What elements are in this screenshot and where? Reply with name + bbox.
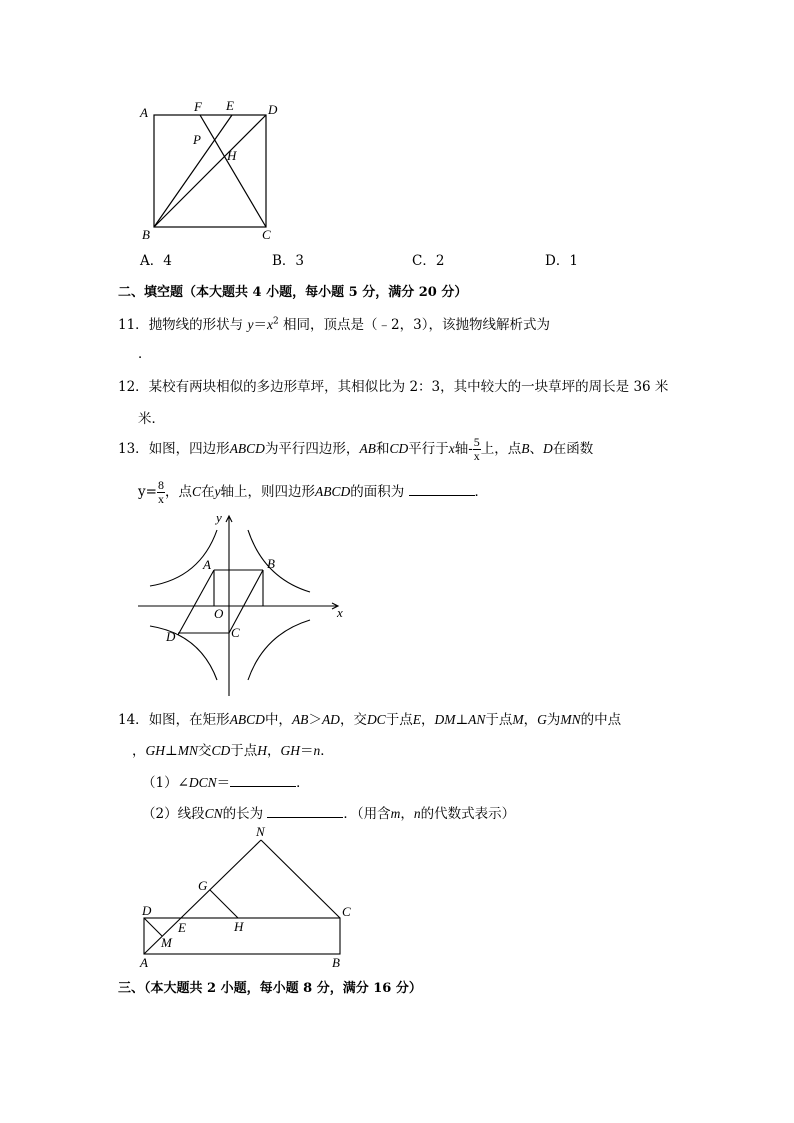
q11-number: 11． [118,317,149,333]
q11-eq: ＝ [253,317,267,333]
q14-p2-t2: ．（用含 [343,806,391,822]
question-14-part-1 [142,771,310,791]
q14-p2-answer-blank[interactable] [267,805,343,818]
q11-x: x [266,317,273,332]
q14-perp: ⊥ [455,712,469,728]
q14-gh: GH [145,743,165,758]
q14-p2-label: （2）线段 [142,806,205,822]
q11-end: ． [138,346,152,362]
hyperbola-figure [130,508,360,700]
q13-t4: 平行于 [408,441,449,457]
option-d: D．1 [545,253,578,269]
q11-exp: 2 [272,316,279,327]
q13-cd: CD [389,441,409,456]
fig2-label-y: y [216,510,222,525]
q13-f2-num: 8 [157,478,164,492]
q14-t2: 中， [264,712,292,728]
q14-p2-n: n [413,806,421,821]
q14-p2-comma: ， [400,806,414,822]
q13-y: y [138,484,146,500]
q13-sep: 、 [529,441,544,457]
q14-p1-end: ． [296,775,310,791]
q14-l2-n: n [313,743,321,758]
q14-e: E [412,712,421,727]
q14-l2-t1: ， [132,743,146,759]
q13-t6: 上，点 [480,441,522,457]
q14-p2-t3: 的代数式表示） [420,806,516,822]
q13-t9: 在 [200,484,215,500]
q13-t5: 轴 [454,441,469,457]
q14-abcd: ABCD [229,712,265,727]
q14-p2-cn: CN [204,806,223,821]
fig3-label-h: H [234,919,244,934]
option-c: C．2 [412,253,445,269]
q14-l2-perp: ⊥ [165,743,178,759]
q14-l2-gh: GH [280,743,300,758]
q14-p1-label: （1） [142,775,178,791]
q14-l2-cd: CD [211,743,231,758]
q13-fraction-2 [157,479,165,506]
fig1-label-h: H [227,148,237,163]
q13-eq: = [145,484,157,500]
fig3-label-n: N [256,824,265,839]
q13-abcd: ABCD [229,441,265,456]
question-12-line-2: 米． [138,411,165,427]
q14-g: G [537,712,547,727]
q13-t10: 轴上，则四边形 [220,484,315,500]
q14-ad: AD [321,712,340,727]
fig1-label-f: F [194,99,202,114]
q14-dc: DC [366,712,386,727]
q13-t1: 如图，四边形 [148,441,230,457]
q11-text-1: 抛物线的形状与 [148,317,244,333]
q14-l2-mn: MN [177,743,198,758]
rectangle-figure [130,822,370,972]
q13-fraction-1 [473,436,481,463]
fig3-label-e: E [178,920,186,935]
q14-t8: 为 [546,712,561,728]
q13-d: D [543,441,553,456]
question-11 [118,313,550,333]
q14-t4: 于点 [385,712,413,728]
q14-number: 14． [118,712,149,728]
fig1-label-d: D [268,102,278,117]
fig3-label-d: D [142,903,152,918]
q14-l2-eq: ＝ [299,743,314,759]
q13-y2: y [214,484,221,499]
q14-t1: 如图，在矩形 [148,712,230,728]
option-b: B．3 [272,253,305,269]
q13-number: 13． [118,441,149,457]
q14-p1-eq: ＝ [216,775,231,791]
q14-p1-dcn: DCN [188,775,217,790]
q14-mn: MN [560,712,581,727]
fig2-label-a: A [203,557,211,572]
fig2-label-b: B [267,556,275,571]
fig1-label-p: P [193,132,201,147]
question-13-line-2 [138,475,488,509]
q14-t3: ，交 [339,712,367,728]
fig2-label-d: D [166,629,176,644]
q13-f2-den: x [157,492,164,506]
q14-p2-t1: 的长为 [222,806,264,822]
question-13-line-1 [118,432,593,466]
fig1-label-a: A [140,105,148,120]
section-3-title: 三、（本大题共 2 小题，每小题 8 分，满分 16 分） [118,981,422,996]
q13-neg: - [468,441,473,457]
q11-text-2: 相同，顶点是（﹣2，3），该抛物线解析式为 [283,317,550,333]
q13-end: ． [474,484,489,500]
q14-an: AN [468,712,486,727]
option-a: A．4 [140,253,172,269]
q13-answer-blank[interactable] [409,483,475,496]
fig3-label-a: A [140,955,148,970]
fig2-label-c: C [231,625,240,640]
q14-p1-angle: ∠ [177,775,189,791]
q13-t3: 和 [375,441,390,457]
square-figure [130,95,290,245]
question-14-line-1 [118,708,621,728]
q14-l2-t2: 交 [197,743,212,759]
q14-l2-t4: ， [266,743,281,759]
q14-l2-t3: 于点 [230,743,258,759]
q14-p2-m: m [390,806,401,821]
q13-ab: AB [359,441,376,456]
q14-gt: ＞ [308,712,322,728]
q13-t8: ，点 [164,484,192,500]
fig1-label-b: B [142,227,150,242]
q13-f1-den: x [473,449,480,463]
question-12-line-1: 12．某校有两块相似的多边形草坪，其相似比为 2：3，其中较大的一块草坪的周长是 36 米 [118,379,669,395]
q14-t7: ， [523,712,538,728]
q14-l2-end: ． [320,743,334,759]
fig3-label-c: C [342,904,351,919]
q13-abcd2: ABCD [314,484,351,499]
q13-f1-num: 5 [473,435,480,449]
fig1-label-c: C [262,227,271,242]
q13-x: x [448,441,455,456]
fig1-label-e: E [226,98,234,113]
q14-p1-answer-blank[interactable] [230,774,296,787]
q13-t11: 的面积为 [350,484,405,500]
q13-t7: 在函数 [552,441,594,457]
q14-dm: DM [434,712,456,727]
q13-c: C [191,484,201,499]
question-14-part-2 [142,802,515,822]
q14-m: M [512,712,524,727]
q11-y: y [247,317,254,332]
fig3-label-m: M [161,935,172,950]
q14-t9: 的中点 [580,712,622,728]
q13-t2: 为平行四边形， [264,441,360,457]
fig3-label-g: G [198,878,208,893]
q14-l2-h: H [257,743,267,758]
q13-b: B [521,441,530,456]
fig2-label-o: O [214,606,224,621]
question-14-line-2 [132,739,334,759]
q14-ab: AB [291,712,309,727]
fig3-label-b: B [332,955,340,970]
q14-t5: ， [420,712,435,728]
fig2-label-x: x [337,605,343,620]
section-2-title: 二、填空题（本大题共 4 小题，每小题 5 分，满分 20 分） [118,285,468,300]
q14-t6: 于点 [485,712,513,728]
